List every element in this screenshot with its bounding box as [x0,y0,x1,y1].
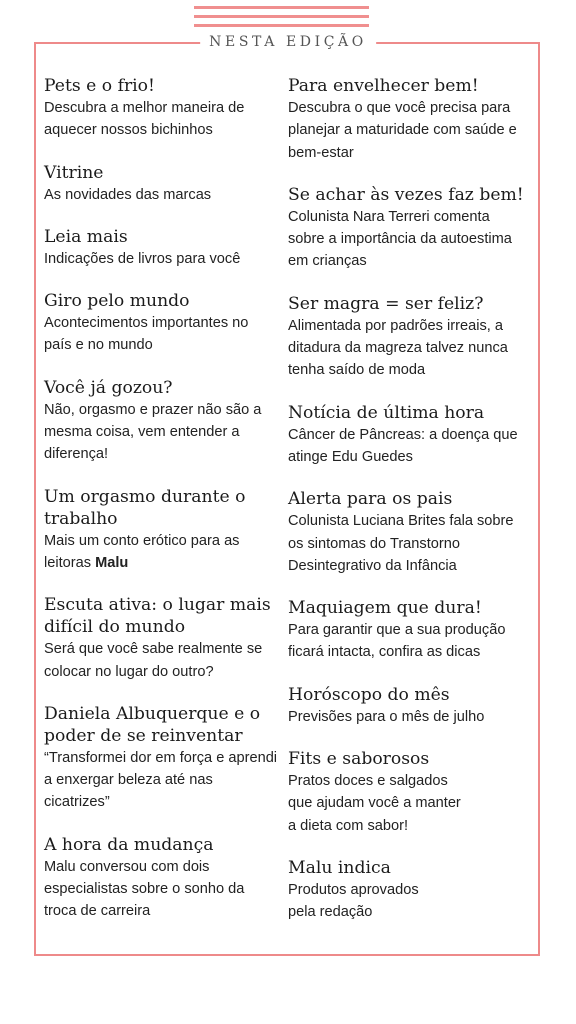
stripe-line [194,6,369,9]
header-stripes-decoration [194,6,369,28]
item-description: Indicações de livros para você [44,250,241,267]
contents-item[interactable] [44,486,280,575]
stripe-line [194,15,369,18]
contents-item[interactable] [288,184,524,273]
item-description-line: a dieta com sabor! [288,817,409,834]
contents-item[interactable] [288,75,524,164]
contents-item[interactable] [44,377,280,466]
contents-item[interactable] [288,748,524,837]
item-title: Giro pelo mundo [44,291,190,312]
item-description: Para garantir que a sua produção ficará intacta, confira as dicas [288,622,506,661]
item-title: Notícia de última hora [288,402,485,423]
contents-item[interactable] [288,684,524,728]
contents-item[interactable] [44,703,280,814]
right-column [288,75,524,944]
item-title: Um orgasmo durante o trabalho [44,486,246,529]
contents-item[interactable] [44,594,280,683]
item-description: Descubra o que você precisa para planejar a maturidade com saúde e bem-estar [288,100,517,161]
contents-item[interactable] [44,290,280,357]
item-description: Será que você sabe realmente se colocar no lugar do outro? [44,641,263,680]
item-title: Leia mais [44,226,128,247]
item-title: Vitrine [44,162,104,183]
contents-item[interactable] [288,293,524,382]
left-column [44,75,280,943]
item-title: Para envelhecer bem! [288,76,479,96]
item-title: Maquiagem que dura! [288,598,482,619]
item-description-line: Pratos doces e salgados [288,773,448,790]
item-title: Alerta para os pais [288,489,453,510]
brand-name: Malu [95,554,129,571]
item-title: Se achar às vezes faz bem! [288,184,524,205]
item-description: Colunista Nara Terreri comenta sobre a importância da autoestima em crianças [288,208,512,270]
item-title: Você já gozou? [44,377,173,398]
contents-item[interactable] [288,857,524,924]
section-title: NESTA EDIÇÃO [200,32,376,52]
item-title: Ser magra = ser feliz? [288,293,484,314]
contents-item[interactable] [288,488,524,577]
item-description-line: Produtos aprovados [288,881,419,898]
item-description: Câncer de Pâncreas: a doença que atinge Edu Guedes [288,426,518,465]
item-title: Pets e o frio! [44,76,155,96]
item-description: Previsões para o mês de julho [288,708,485,725]
item-description-line: que ajudam você a manter [288,795,461,812]
item-description: Descubra a melhor maneira de aquecer nossos bichinhos [44,100,245,139]
item-description: Não, orgasmo e prazer não são a mesma coisa, vem entender a diferença! [44,401,262,463]
contents-item[interactable] [44,226,280,270]
contents-item[interactable] [44,162,280,206]
item-title: Malu indica [288,857,391,878]
item-description: As novidades das marcas [44,186,212,203]
contents-item[interactable] [44,75,280,142]
contents-item[interactable] [44,834,280,923]
item-description: Malu conversou com dois especialistas sobre o sonho da troca de carreira [44,858,245,920]
item-title: Escuta ativa: o lugar mais difícil do mundo [44,595,271,638]
item-title: Horóscopo do mês [288,684,450,705]
item-title: Fits e saborosos [288,749,430,770]
item-description-text: Mais um conto erótico para as leitoras [44,532,240,571]
item-description: “Transformei dor em força e aprendi a enxergar beleza até nas cicatrizes” [44,749,278,811]
item-description: Colunista Luciana Brites fala sobre os sintomas do Transtorno Desintegrativo da Infância [288,513,514,574]
stripe-line [194,24,369,27]
item-title: Daniela Albuquerque e o poder de se reinventar [44,703,261,746]
contents-item[interactable] [288,402,524,469]
item-description-line: pela redação [288,904,373,921]
item-description: Acontecimentos importantes no país e no mundo [44,315,249,354]
contents-item[interactable] [288,597,524,664]
item-description [44,530,280,575]
item-title: A hora da mudança [44,834,214,855]
item-description: Alimentada por padrões irreais, a ditadura da magreza talvez nunca tenha saído de moda [288,317,508,379]
